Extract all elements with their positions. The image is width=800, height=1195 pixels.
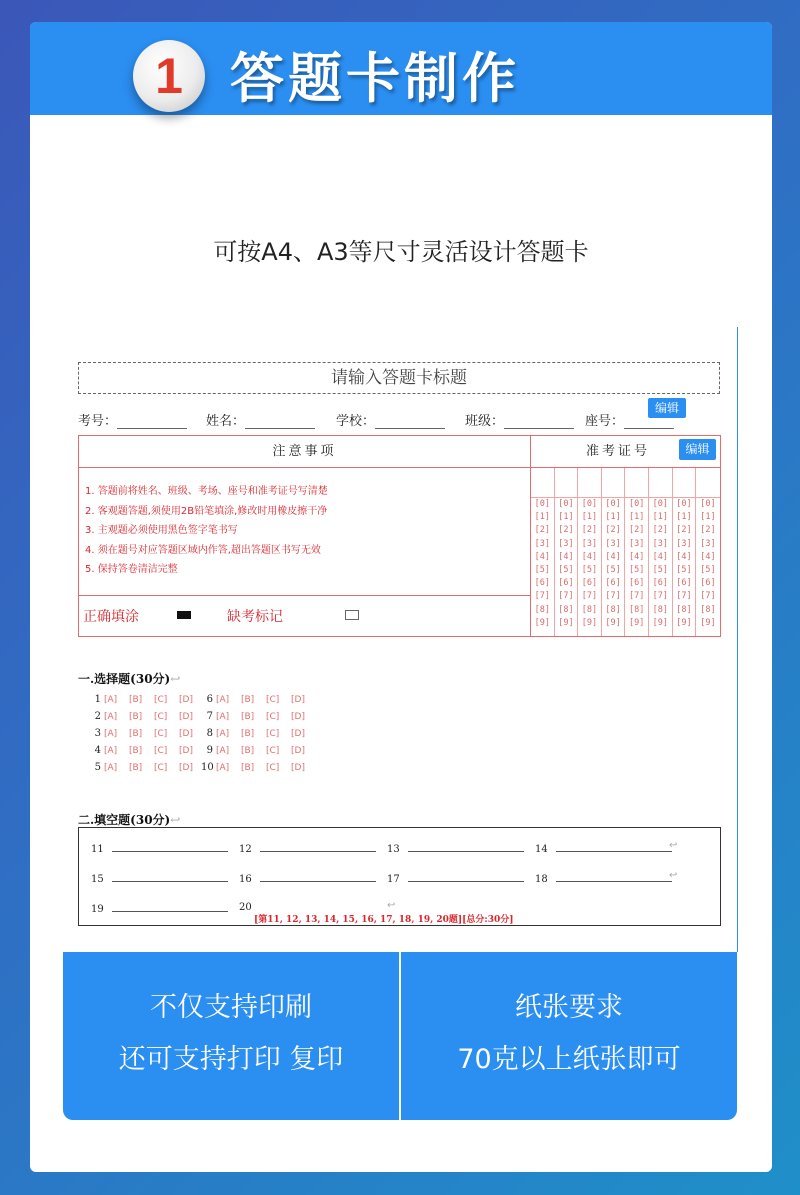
mc-option-bubble[interactable]: [C] (154, 729, 168, 739)
exam-id-bubble[interactable]: [9] (700, 617, 716, 628)
section-banner (30, 22, 772, 115)
exam-id-bubble[interactable]: [2] (676, 525, 692, 536)
exam-id-bubble[interactable]: [2] (558, 525, 574, 536)
mc-option-bubble[interactable]: [B] (129, 695, 143, 705)
mc-option-bubble[interactable]: [B] (129, 729, 143, 739)
exam-id-bubble[interactable]: [4] (581, 551, 598, 562)
exam-id-bubble[interactable]: [5] (534, 565, 550, 576)
info-name: 姓名： (206, 410, 315, 429)
return-mark: ↩ (387, 900, 396, 911)
mc-option-bubble[interactable]: [B] (129, 712, 143, 722)
exam-id-column (602, 468, 626, 636)
exam-id-bubble[interactable]: [4] (534, 551, 550, 562)
answer-sheet-preview (63, 327, 738, 952)
score-note: [第11, 12, 13, 14, 15, 16, 17, 18, 19, 20题][总分:30分] (254, 915, 514, 925)
info-school: 学校： (336, 410, 445, 429)
exam-id-bubble[interactable]: [4] (629, 551, 645, 562)
blank-question (91, 842, 228, 855)
mc-option-bubble[interactable]: [C] (266, 712, 280, 722)
mc-option-bubble[interactable]: [B] (241, 729, 255, 739)
exam-id-column (625, 468, 649, 636)
mc-option-bubble[interactable]: [C] (266, 729, 280, 739)
notice-item: 5. 保持答卷清洁完整 (85, 564, 178, 575)
mc-question-row (89, 711, 204, 722)
exam-id-digit-box[interactable] (578, 468, 601, 498)
exam-id-bubble[interactable]: [9] (676, 617, 692, 628)
mc-question-row (201, 728, 316, 739)
exam-id-bubble[interactable]: [9] (629, 617, 645, 628)
blank-question-number: 19 (91, 904, 104, 915)
feature-left-line1: 不仅支持印刷 (150, 992, 312, 1023)
mc-option-bubble[interactable]: [C] (154, 763, 168, 773)
mc-option-bubble[interactable]: [B] (129, 746, 143, 756)
mc-option-bubble[interactable]: [B] (241, 763, 255, 773)
mc-option-bubble[interactable]: [D] (291, 729, 305, 739)
exam-id-bubble[interactable]: [5] (605, 565, 621, 576)
exam-id-bubble[interactable]: [7] (581, 591, 598, 602)
exam-id-bubble[interactable]: [7] (558, 591, 574, 602)
mc-question-number: 6 (206, 694, 213, 705)
fill-legend (79, 596, 531, 636)
exam-id-bubble[interactable]: [5] (700, 565, 716, 576)
exam-id-bubble[interactable]: [4] (652, 551, 668, 562)
exam-id-bubble[interactable]: [7] (534, 591, 550, 602)
exam-id-bubble[interactable]: [2] (581, 525, 598, 536)
mc-option-bubble[interactable]: [B] (241, 695, 255, 705)
exam-id-bubble[interactable]: [7] (676, 591, 692, 602)
blank-question-number: 18 (535, 874, 548, 885)
mc-question-number: 7 (206, 711, 213, 722)
mc-question-number: 9 (206, 745, 213, 756)
edit-info-button[interactable]: 编辑 (648, 398, 686, 418)
mc-option-bubble[interactable]: [A] (104, 763, 118, 773)
exam-id-digit-box[interactable] (673, 468, 696, 498)
mc-question-row (89, 728, 204, 739)
return-mark: ↩ (669, 840, 678, 851)
mc-question-number: 10 (201, 762, 214, 773)
exam-id-bubble[interactable]: [3] (676, 538, 692, 549)
mc-option-bubble[interactable]: [A] (104, 695, 118, 705)
exam-id-bubble[interactable]: [6] (676, 578, 692, 589)
blank-question-number: 14 (535, 844, 548, 855)
blank-question-number: 15 (91, 874, 104, 885)
exam-id-bubble[interactable]: [8] (605, 604, 621, 615)
exam-id-bubble[interactable]: [1] (605, 512, 621, 523)
mc-option-bubble[interactable]: [C] (266, 746, 280, 756)
banner-title: 答题卡制作 (230, 47, 520, 110)
blank-question (91, 872, 228, 885)
exam-id-bubble[interactable]: [5] (581, 565, 598, 576)
mc-option-bubble[interactable]: [D] (291, 763, 305, 773)
exam-id-digit-box[interactable] (555, 468, 578, 498)
blank-question (239, 902, 252, 913)
exam-id-bubble[interactable]: [9] (581, 617, 598, 628)
feature-right-line1: 纸张要求 (515, 992, 623, 1023)
blank-question (387, 872, 524, 885)
blank-question-number: 17 (387, 874, 400, 885)
exam-id-bubble[interactable]: [8] (581, 604, 598, 615)
exam-id-bubble[interactable]: [5] (629, 565, 645, 576)
exam-id-column (578, 468, 602, 636)
exam-id-bubble[interactable]: [8] (700, 604, 716, 615)
notice-frame (78, 435, 721, 637)
mc-option-bubble[interactable]: [D] (291, 712, 305, 722)
exam-id-bubble[interactable]: [8] (629, 604, 645, 615)
exam-id-bubble[interactable]: [5] (558, 565, 574, 576)
exam-id-bubble[interactable]: [8] (534, 604, 550, 615)
exam-id-bubble[interactable]: [7] (700, 591, 716, 602)
edit-exam-id-button[interactable]: 编辑 (679, 439, 716, 460)
exam-id-bubble[interactable]: [1] (676, 512, 692, 523)
notice-item: 3. 主观题必须使用黑色签字笔书写 (85, 525, 238, 536)
exam-id-digit-box[interactable] (625, 468, 648, 498)
blank-question (91, 902, 228, 915)
exam-id-bubble[interactable]: [1] (700, 512, 716, 523)
exam-id-bubble[interactable]: [2] (700, 525, 716, 536)
notice-title: 注意事项 (79, 436, 531, 468)
mc-option-bubble[interactable]: [D] (291, 746, 305, 756)
mc-question-row (201, 762, 316, 773)
exam-id-bubble[interactable]: [6] (558, 578, 574, 589)
info-seat: 座号： (585, 410, 674, 429)
exam-id-bubble[interactable]: [7] (629, 591, 645, 602)
exam-id-digit-box[interactable] (602, 468, 625, 498)
mc-option-bubble[interactable]: [A] (216, 712, 230, 722)
mc-question-row (89, 762, 204, 773)
exam-id-bubble[interactable]: [8] (676, 604, 692, 615)
mc-question-number: 8 (206, 728, 213, 739)
exam-id-bubble[interactable]: [1] (629, 512, 645, 523)
exam-id-digit-box[interactable] (696, 468, 720, 498)
exam-id-bubble[interactable]: [0] (676, 499, 692, 509)
mc-option-bubble[interactable]: [D] (179, 763, 193, 773)
blank-question-number: 16 (239, 874, 252, 885)
exam-id-bubble[interactable]: [1] (652, 512, 668, 523)
exam-id-bubble[interactable]: [0] (605, 499, 621, 509)
exam-id-bubble[interactable]: [7] (605, 591, 621, 602)
exam-id-bubble[interactable]: [3] (605, 538, 621, 549)
blank-question-number: 12 (239, 844, 252, 855)
exam-id-bubble[interactable]: [6] (629, 578, 645, 589)
mc-question-row (201, 694, 316, 705)
mc-question-number: 4 (94, 745, 101, 756)
exam-id-column (673, 468, 697, 636)
exam-id-bubble[interactable]: [9] (534, 617, 550, 628)
exam-id-grid (531, 468, 720, 636)
mc-option-bubble[interactable]: [C] (154, 746, 168, 756)
mc-question-number: 5 (94, 762, 101, 773)
exam-id-bubble[interactable]: [2] (629, 525, 645, 536)
notice-item: 1. 答题前将姓名、班级、考场、座号和准考证号写清楚 (85, 486, 328, 497)
mc-option-bubble[interactable]: [B] (129, 763, 143, 773)
exam-id-bubble[interactable]: [0] (652, 499, 668, 509)
exam-id-bubble[interactable]: [8] (652, 604, 668, 615)
mc-question-number: 2 (94, 711, 101, 722)
mc-option-bubble[interactable]: [A] (104, 712, 118, 722)
exam-id-bubble[interactable]: [1] (534, 512, 550, 523)
mc-option-bubble[interactable]: [A] (216, 695, 230, 705)
exam-id-bubble[interactable]: [3] (652, 538, 668, 549)
mc-option-bubble[interactable]: [D] (179, 712, 193, 722)
exam-id-bubble[interactable]: [3] (534, 538, 550, 549)
mc-option-bubble[interactable]: [D] (291, 695, 305, 705)
blank-question (535, 842, 672, 855)
features-panel (63, 952, 737, 1120)
feature-left-line2: 还可支持打印 复印 (118, 1044, 344, 1075)
mc-question-row (201, 745, 316, 756)
return-mark: ↩ (669, 870, 678, 881)
mc-option-bubble[interactable]: [D] (179, 729, 193, 739)
exam-id-bubble[interactable]: [0] (534, 499, 550, 509)
exam-id-bubble[interactable]: [0] (629, 499, 645, 509)
absent-label: 缺考标记 (227, 609, 283, 625)
mc-option-bubble[interactable]: [C] (154, 712, 168, 722)
mc-option-bubble[interactable]: [A] (104, 746, 118, 756)
exam-id-bubble[interactable]: [9] (605, 617, 621, 628)
mc-question-row (89, 745, 204, 756)
exam-id-bubble[interactable]: [8] (558, 604, 574, 615)
blank-answer-line[interactable] (408, 842, 524, 852)
mc-option-bubble[interactable]: [D] (179, 746, 193, 756)
main-card (30, 22, 772, 1172)
exam-id-digit-box[interactable] (649, 468, 672, 498)
blank-answer-line[interactable] (112, 872, 228, 882)
exam-id-bubble[interactable]: [3] (629, 538, 645, 549)
blank-question (535, 872, 672, 885)
mc-question-number: 3 (94, 728, 101, 739)
step-number: 1 (155, 48, 183, 104)
exam-id-column (696, 468, 720, 636)
mc-option-bubble[interactable]: [A] (216, 746, 230, 756)
exam-id-bubble[interactable]: [5] (676, 565, 692, 576)
correct-fill-label: 正确填涂 (83, 609, 139, 625)
exam-id-bubble[interactable]: [6] (700, 578, 716, 589)
blank-question-number: 13 (387, 844, 400, 855)
subtitle: 可按A4、A3等尺寸灵活设计答题卡 (213, 238, 589, 266)
blank-answer-line[interactable] (112, 902, 228, 912)
feature-right-line2: 70克以上纸张即可 (457, 1044, 681, 1075)
mc-option-bubble[interactable]: [A] (216, 729, 230, 739)
blank-answer-line[interactable] (260, 842, 376, 852)
blank-question (387, 842, 524, 855)
blank-answer-line[interactable] (260, 872, 376, 882)
exam-id-bubble[interactable]: [2] (652, 525, 668, 536)
section2-title: 二.填空题(30分)↩ (78, 813, 181, 827)
exam-id-bubble[interactable]: [4] (676, 551, 692, 562)
exam-id-bubble[interactable]: [4] (605, 551, 621, 562)
blank-answer-line[interactable] (556, 842, 672, 852)
mc-option-bubble[interactable]: [C] (154, 695, 168, 705)
mc-question-row (89, 694, 204, 705)
exam-id-column (555, 468, 579, 636)
exam-id-bubble[interactable]: [3] (700, 538, 716, 549)
blank-question-number: 20 (239, 902, 252, 913)
exam-id-bubble[interactable]: [5] (652, 565, 668, 576)
blank-answer-line[interactable] (112, 842, 228, 852)
absent-checkbox[interactable] (345, 610, 359, 620)
exam-id-bubble[interactable]: [9] (558, 617, 574, 628)
filled-mark-icon (177, 611, 191, 619)
exam-id-bubble[interactable]: [6] (581, 578, 598, 589)
mc-option-bubble[interactable]: [D] (179, 695, 193, 705)
blank-question (239, 842, 376, 855)
exam-id-bubble[interactable]: [0] (581, 499, 598, 509)
exam-id-bubble[interactable]: [7] (652, 591, 668, 602)
exam-id-bubble[interactable]: [9] (652, 617, 668, 628)
mc-option-bubble[interactable]: [C] (266, 695, 280, 705)
exam-id-column (531, 468, 555, 636)
exam-id-bubble[interactable]: [2] (534, 525, 550, 536)
mc-option-bubble[interactable]: [B] (241, 712, 255, 722)
blank-question-number: 11 (91, 844, 104, 855)
exam-id-title: 准考证号 (531, 436, 720, 468)
exam-id-bubble[interactable]: [3] (581, 538, 598, 549)
sheet-title-input[interactable]: 请输入答题卡标题 (78, 362, 720, 394)
exam-id-bubble[interactable]: [4] (700, 551, 716, 562)
exam-id-digit-box[interactable] (531, 468, 554, 498)
exam-id-bubble[interactable]: [6] (605, 578, 621, 589)
exam-id-bubble[interactable]: [3] (558, 538, 574, 549)
mc-question-row (201, 711, 316, 722)
notice-item: 4. 须在题号对应答题区域内作答,超出答题区书写无效 (85, 544, 321, 556)
exam-id-bubble[interactable]: [2] (605, 525, 621, 536)
mc-option-bubble[interactable]: [A] (104, 729, 118, 739)
exam-id-bubble[interactable]: [1] (581, 512, 598, 523)
mc-question-number: 1 (94, 694, 101, 705)
exam-id-bubble[interactable]: [6] (652, 578, 668, 589)
info-class: 班级： (465, 410, 574, 429)
info-exam-number: 考号： (78, 410, 187, 429)
mc-option-bubble[interactable]: [B] (241, 746, 255, 756)
blank-question (239, 872, 376, 885)
fill-in-box (78, 827, 721, 926)
exam-id-bubble[interactable]: [4] (558, 551, 574, 562)
exam-id-bubble[interactable]: [1] (558, 512, 574, 523)
mc-option-bubble[interactable]: [A] (216, 763, 230, 773)
exam-id-bubble[interactable]: [0] (700, 499, 716, 509)
notice-list (79, 468, 531, 596)
section1-title: 一.选择题(30分)↩ (78, 672, 181, 686)
exam-id-bubble[interactable]: [6] (534, 578, 550, 589)
mc-option-bubble[interactable]: [C] (266, 763, 280, 773)
notice-item: 2. 客观题答题,须使用2B铅笔填涂,修改时用橡皮擦干净 (85, 505, 328, 517)
blank-answer-line[interactable] (408, 872, 524, 882)
step-number-badge (133, 40, 205, 112)
blank-answer-line[interactable] (556, 872, 672, 882)
exam-id-bubble[interactable]: [0] (558, 499, 574, 509)
exam-id-column (649, 468, 673, 636)
